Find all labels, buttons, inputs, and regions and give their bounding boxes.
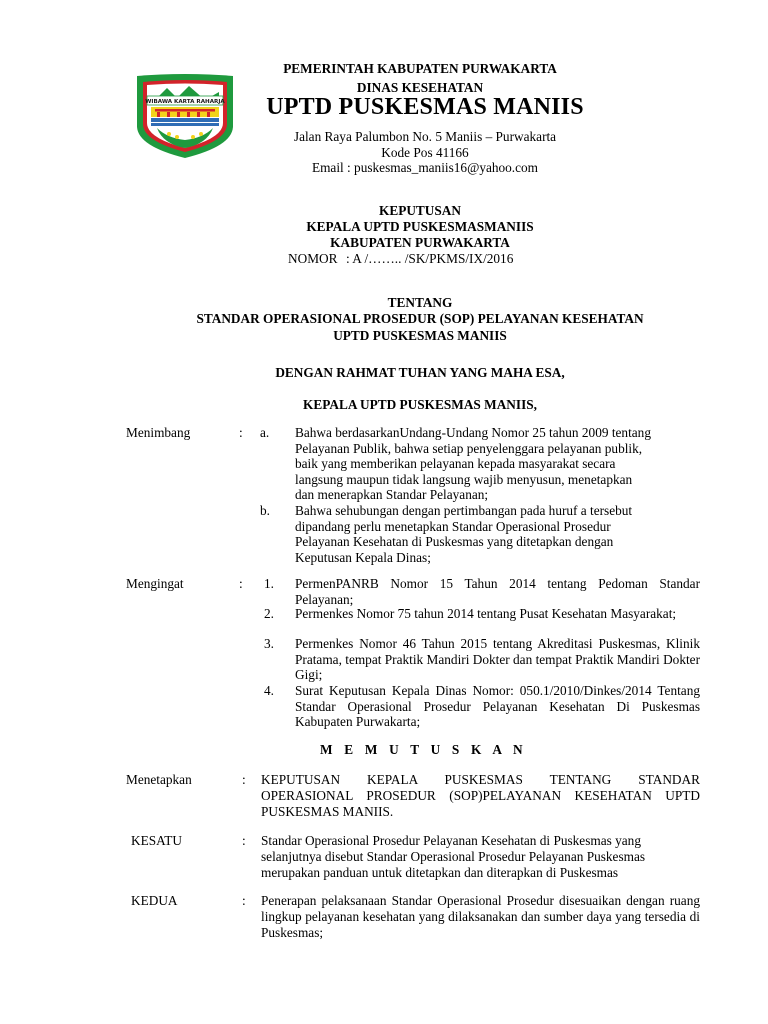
letterhead-department: DINAS KESEHATAN <box>356 80 484 95</box>
menimbang-item-a-line: baik yang memberikan pelayanan kepada masyarakat secara <box>295 456 616 472</box>
menimbang-item-b-line: Keputusan Kepala Dinas; <box>295 549 431 565</box>
menimbang-item-a-line: Bahwa berdasarkanUndang-Undang Nomor 25 tahun 2009 tentang <box>295 425 651 440</box>
memutuskan-heading: M E M U T U S K A N <box>320 742 527 757</box>
mengingat-colon: : <box>239 576 243 591</box>
decree-number <box>288 251 513 267</box>
kesatu-line: selanjutnya disebut Standar Operasional Prosedur Pelayanan Puskesmas <box>261 848 646 864</box>
menimbang-item-b-line: Pelayanan Kesehatan di Puskesmas yang ditetapkan dengan <box>295 534 614 550</box>
purwakarta-regency-logo <box>133 74 237 160</box>
mengingat-item-3: Permenkes Nomor 46 Tahun 2015 tentang Akreditasi Puskesmas, Klinik Pratama, tempat Praktik Mandiri Dokter dan tempat Praktik Mandiri Dokter Gigi; <box>295 636 700 683</box>
decree-regency: KABUPATEN PURWAKARTA <box>330 235 510 250</box>
mengingat-item-2-mark: 2. <box>264 606 274 621</box>
subject-line-2: UPTD PUSKESMAS MANIIS <box>333 328 507 343</box>
menimbang-item-a <box>295 425 700 503</box>
preamble-head: KEPALA UPTD PUSKESMAS MANIIS, <box>303 397 537 412</box>
mengingat-item-2: Permenkes Nomor 75 tahun 2014 tentang Pusat Kesehatan Masyarakat; <box>295 606 677 621</box>
menimbang-item-b-line: dipandang perlu menetapkan Standar Operasional Prosedur <box>295 518 611 534</box>
mengingat-item-3-mark: 3. <box>264 636 274 651</box>
mengingat-label: Mengingat <box>126 576 184 591</box>
menimbang-item-a-line: langsung maupun tidak langsung wajib menyusun, menetapkan <box>295 471 633 487</box>
kedua-colon: : <box>242 893 246 908</box>
preamble-grace: DENGAN RAHMAT TUHAN YANG MAHA ESA, <box>275 365 565 380</box>
menimbang-item-b-line: Bahwa sehubungan dengan pertimbangan pada huruf a tersebut <box>295 503 633 518</box>
menetapkan-colon: : <box>242 772 246 787</box>
mengingat-item-1-mark: 1. <box>264 576 274 591</box>
menimbang-item-a-line: Pelayanan Publik, bahwa setiap penyelenggara pelayanan publik, <box>295 440 643 456</box>
menimbang-item-a-mark: a. <box>260 425 270 440</box>
mengingat-item-1: PermenPANRB Nomor 15 Tahun 2014 tentang Pedoman Standar Pelayanan; <box>295 576 700 607</box>
letterhead-postal-code: Kode Pos 41166 <box>381 145 469 160</box>
menimbang-item-b <box>295 503 700 565</box>
menimbang-item-a-line: dan menerapkan Standar Pelayanan; <box>295 487 489 503</box>
kesatu-label: KESATU <box>131 833 182 848</box>
kesatu-colon: : <box>242 833 246 848</box>
decree-title: KEPUTUSAN <box>378 203 461 218</box>
menimbang-label: Menimbang <box>126 425 191 440</box>
menetapkan-text: KEPUTUSAN KEPALA PUSKESMAS TENTANG STANDAR OPERASIONAL PROSEDUR (SOP)PELAYANAN KESEHATAN UPTD PUSKESMAS MANIIS. <box>261 772 700 819</box>
subject-label: TENTANG <box>387 295 453 310</box>
menimbang-item-b-mark: b. <box>260 503 270 518</box>
letterhead-government: PEMERINTAH KABUPATEN PURWAKARTA <box>283 61 557 76</box>
decree-issuer: KEPALA UPTD PUSKESMASMANIIS <box>306 219 534 234</box>
kedua-label: KEDUA <box>131 893 178 908</box>
mengingat-item-4: Surat Keputusan Kepala Dinas Nomor: 050.1/2010/Dinkes/2014 Tentang Standar Operasional Prosedur Pelayanan Kesehatan Di Puskesmas Kabupaten Purwakarta; <box>295 683 700 730</box>
kesatu-text <box>261 833 700 880</box>
mengingat-item-4-mark: 4. <box>264 683 274 698</box>
menetapkan-label: Menetapkan <box>126 772 192 787</box>
letterhead-institution: UPTD PUSKESMAS MANIIS <box>266 94 584 120</box>
logo-ribbon-text: WIBAWA KARTA RAHARJA <box>145 99 225 105</box>
decree-number-label: NOMOR <box>288 251 338 266</box>
menimbang-colon: : <box>239 425 243 440</box>
kesatu-line: merupakan panduan untuk ditetapkan dan diterapkan di Puskesmas <box>261 864 619 880</box>
kesatu-line: Standar Operasional Prosedur Pelayanan Kesehatan di Puskesmas yang <box>261 833 641 848</box>
letterhead-address: Jalan Raya Palumbon No. 5 Maniis – Purwakarta <box>293 129 557 144</box>
letterhead-email: Email : puskesmas_maniis16@yahoo.com <box>311 160 539 175</box>
decree-number-value: : A /…….. /SK/PKMS/IX/2016 <box>346 251 514 266</box>
kedua-text: Penerapan pelaksanaan Standar Operasional Prosedur disesuaikan dengan ruang lingkup pelayanan kesehatan yang dilaksanakan dan sumber daya yang tersedia di Puskesmas; <box>261 893 700 940</box>
subject-line-1: STANDAR OPERASIONAL PROSEDUR (SOP) PELAYANAN KESEHATAN <box>196 311 644 326</box>
